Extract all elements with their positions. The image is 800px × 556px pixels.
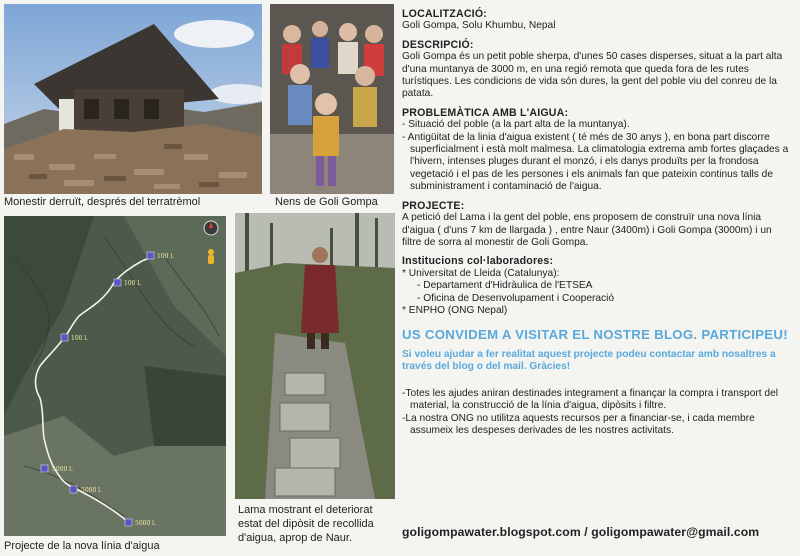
list-item: -La nostra ONG no utilitza aquests recursos per a financiar-se, i cada membre assumeix les despeses derivades de les nostres activitats. — [402, 412, 755, 437]
list-item: - Antigüitat de la linia d'aigua existent ( té més de 30 anys ), en bona part discorre superficialment i està molt malmesa. La climatologia extrema amb fortes glaçades a l'hivern, intenses pluges durant el monzó, i els danys produïts per la frondosa vegetació i el pas de les persones i els animals fan que pateixin continus talls de subministrament i contaminació de l'aigua. — [402, 131, 789, 193]
notes-list — [402, 388, 790, 438]
contact-footer — [402, 525, 759, 539]
localitzacio-heading: LOCALITZACIÓ: — [402, 8, 487, 20]
waypoint-marker — [125, 519, 132, 526]
waypoint-label: 5000 l. — [81, 487, 103, 494]
projecte-text: A petició del Lama i la gent del poble, ens proposem de construïr una nova línia d'aigua ( d'uns 7 km de llargada ) , entre Naur (3400m) i Goli Gompa (3000m) i un filtre de sorra al monestir de Goli Gompa. — [402, 212, 772, 248]
list-item: - Oficina de Desenvolupament i Cooperació — [417, 292, 615, 304]
children-photo — [270, 4, 394, 194]
email-link[interactable]: goligompawater@gmail.com — [591, 525, 760, 539]
list-item: -Totes les ajudes aniran destinades integrament a finançar la compra i transport del material, la construcció de la línia d'aigua, dipòsits i filtre. — [402, 388, 779, 412]
list-item: - Departament d'Hidràulica de l'ETSEA — [417, 280, 593, 292]
trail-map-photo — [4, 216, 226, 536]
pegman-icon — [208, 249, 214, 264]
list-item: - Situació del poble (a la part alta de la muntanya). — [402, 119, 630, 131]
waypoint-label: 100 l. — [124, 280, 142, 287]
monastery-caption: Monestir derruït, després del terratrèmol — [4, 196, 201, 208]
blog-invitation-text: Si voleu ajudar a fer realitat aquest projecte podeu contactar amb nosaltres a través del blog o del mail. Gràcies! — [402, 348, 776, 373]
problematica-heading: PROBLEMÀTICA AMB L'AIGUA: — [402, 106, 569, 119]
compass-icon — [204, 221, 218, 235]
descripcio-text: Goli Gompa és un petit poble sherpa, d'unes 50 cases disperses, situat a la part alta d'una muntanya de 3000 m, en una regió remota que queda fora de les rutes turístiques. Les condicions de vida són dures, la gent del poble viu del conreu de la patata. — [402, 51, 783, 100]
institucions-heading: Institucions col·laboradores: — [402, 255, 554, 268]
monastery-photo — [4, 4, 262, 194]
blog-link[interactable]: goligompawater.blogspot.com — [402, 525, 581, 539]
waypoint-label: 5000 l. — [52, 466, 74, 473]
localitzacio-text: Goli Gompa, Solu Khumbu, Nepal — [402, 20, 556, 32]
map-caption: Projecte de la nova línia d'aigua — [4, 540, 160, 552]
waypoint-label: 5000 l. — [135, 520, 157, 527]
list-item: * Universitat de Lleida (Catalunya): — [402, 267, 560, 279]
projecte-heading: PROJECTE: — [402, 199, 465, 212]
waypoint-marker — [70, 486, 77, 493]
institucions-list — [402, 268, 790, 318]
blog-invitation-heading: US CONVIDEM A VISITAR EL NOSTRE BLOG. PARTICIPEU! — [402, 327, 788, 343]
waypoint-label: 100 l. — [157, 253, 175, 260]
problematica-list — [402, 119, 790, 193]
descripcio-heading: DESCRIPCIÓ: — [402, 38, 474, 51]
waypoint-label: 100 l. — [71, 335, 89, 342]
waypoint-marker — [61, 334, 68, 341]
waypoint-marker — [147, 252, 154, 259]
info-column — [402, 8, 790, 438]
footer-separator: / — [580, 525, 592, 539]
children-caption: Nens de Goli Gompa — [275, 196, 378, 208]
waypoint-marker — [41, 465, 48, 472]
waypoint-marker — [114, 279, 121, 286]
list-item: * ENPHO (ONG Nepal) — [402, 304, 508, 316]
lama-photo — [235, 213, 395, 499]
lama-caption: Lama mostrant el deteriorat estat del dipòsit de recollida d'aigua, aprop de Naur. — [238, 504, 374, 544]
